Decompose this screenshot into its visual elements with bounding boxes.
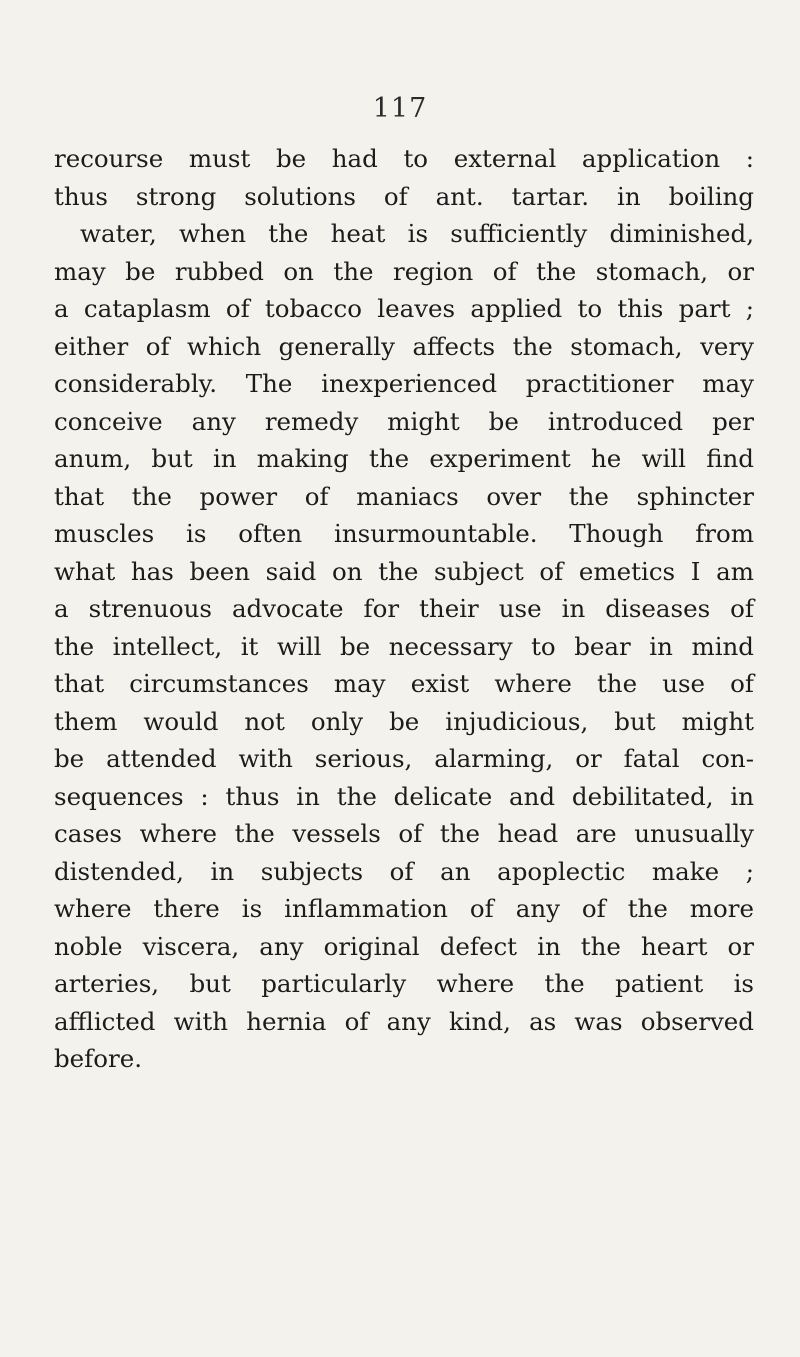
text-line: afflicted with hernia of any kind, as was observed (54, 1006, 754, 1036)
text-line: a cataplasm of tobacco leaves applied to this part ; (54, 294, 754, 323)
text-line: muscles is often insurmountable. Though from (54, 519, 754, 548)
text-line: distended, in subjects of an apoplectic make ; (54, 856, 754, 886)
text-line: thus strong solutions of ant. tartar. in boiling (54, 181, 754, 211)
body-text (54, 140, 754, 1078)
text-line: that circumstances may exist where the use of (54, 669, 754, 698)
text-line: what has been said on the subject of emetics I am (54, 556, 754, 586)
text-line: may be rubbed on the region of the stomach, or (54, 256, 754, 286)
text-line: arteries, but particularly where the patient is (54, 969, 754, 998)
text-line: be attended with serious, alarming, or fatal con- (54, 744, 754, 773)
text-line: where there is inflammation of any of the more (54, 894, 754, 923)
text-line: recourse must be had to external application : (54, 144, 754, 173)
text-line: considerably. The inexperienced practitioner may (54, 369, 754, 398)
text-line: either of which generally affects the stomach, very (54, 331, 754, 361)
text-line: anum, but in making the experiment he will find (54, 444, 754, 473)
text-line: that the power of maniacs over the sphincter (54, 481, 754, 511)
text-line: the intellect, it will be necessary to bear in mind (54, 631, 754, 661)
text-line: cases where the vessels of the head are unusually (54, 819, 754, 848)
text-line: before. (54, 1044, 142, 1073)
text-line: a strenuous advocate for their use in diseases of (54, 594, 754, 623)
text-line: sequences : thus in the delicate and debilitated, in (54, 781, 754, 811)
page-number: 117 (372, 93, 428, 124)
text-line: noble viscera, any original defect in the heart or (54, 931, 754, 961)
text-line: conceive any remedy might be introduced per (54, 406, 754, 436)
text-line: water, when the heat is sufficiently diminished, (80, 219, 754, 248)
text-line: them would not only be injudicious, but might (54, 706, 754, 736)
